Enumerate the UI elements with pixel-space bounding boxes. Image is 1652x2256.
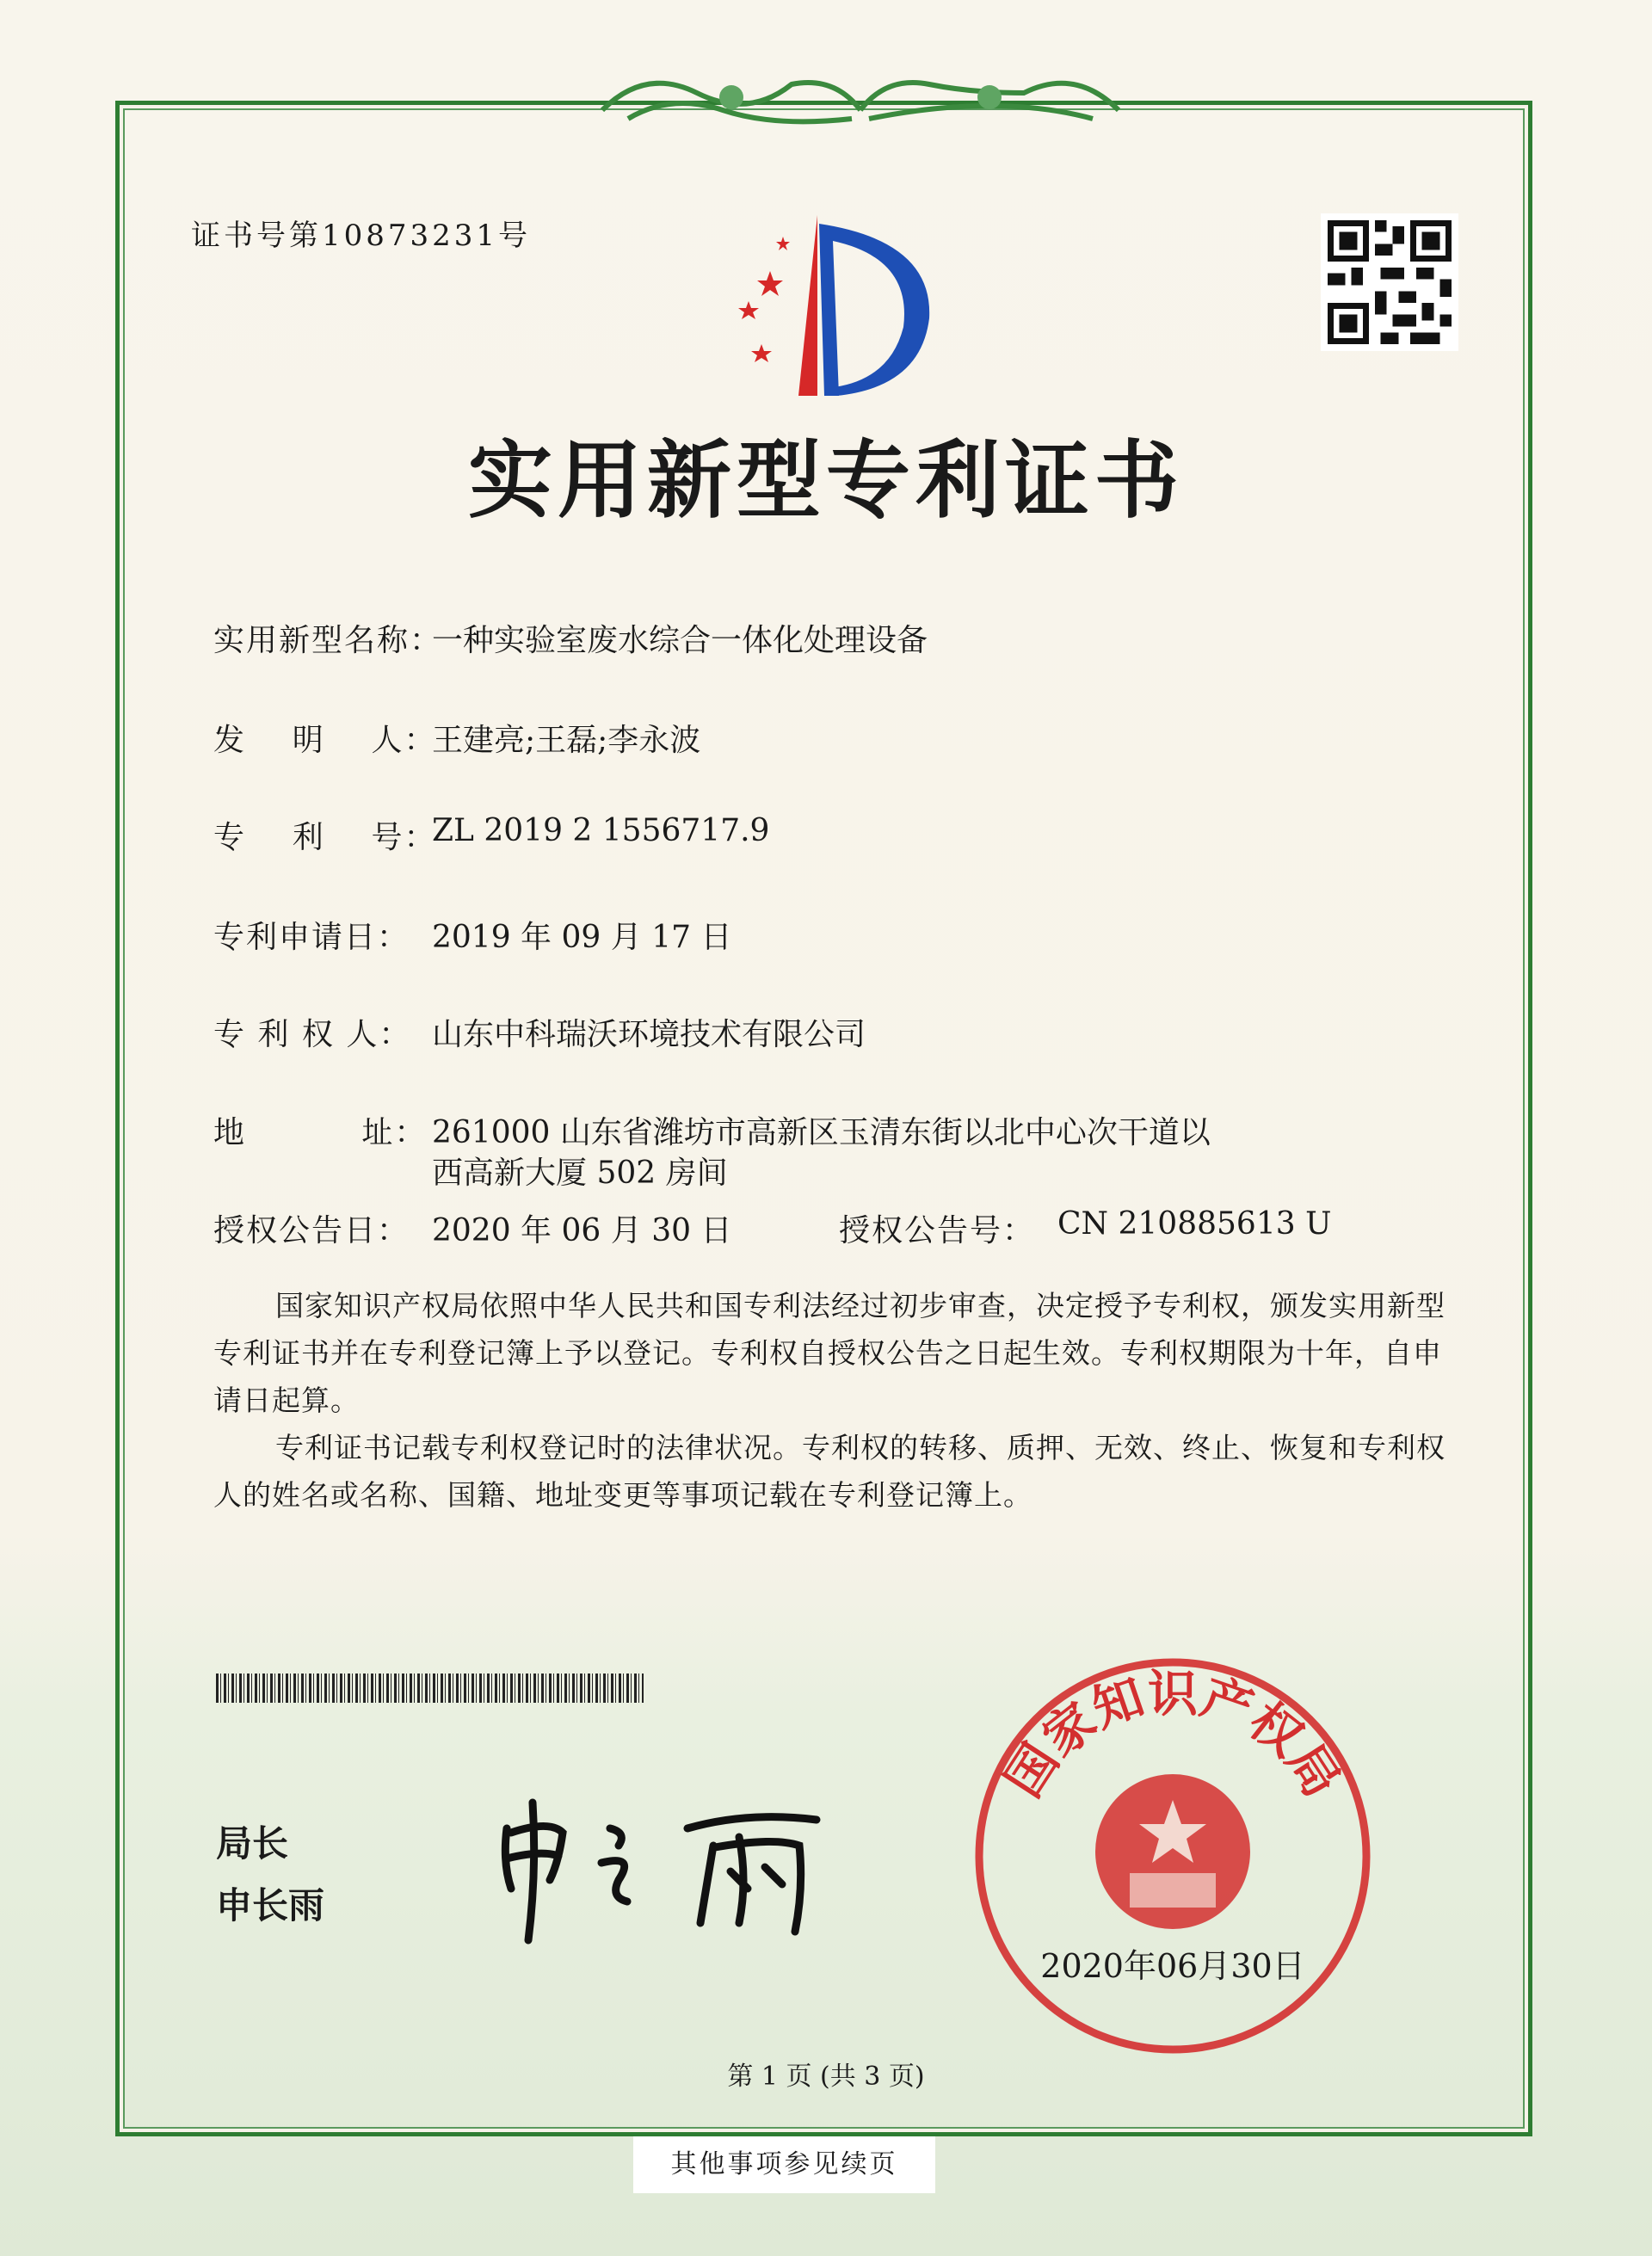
qr-code-icon bbox=[1321, 213, 1458, 351]
svg-text:国家知识产权局: 国家知识产权局 bbox=[994, 1664, 1352, 1808]
statement-paragraph: 国家知识产权局依照中华人民共和国专利法经过初步审查，决定授予专利权，颁发实用新型专利证书并在专利登记簿上予以登记。专利权自授权公告之日起生效。专利权期限为十年，自申请日起算。 bbox=[213, 1289, 1446, 1417]
page-title: 实用新型专利证书 bbox=[467, 432, 1184, 530]
cnipa-logo-icon bbox=[688, 206, 946, 404]
field-value-address: 261000 山东省潍坊市高新区玉清东街以北中心次干道以 bbox=[432, 1115, 1211, 1150]
field-label-address: 地 址： bbox=[213, 1115, 428, 1150]
field-value-inventors: 王建亮;王磊;李永波 bbox=[432, 723, 701, 758]
field-label-inventors: 发 明 人： bbox=[213, 723, 437, 758]
seal-date: 2020年06月30日 bbox=[1040, 1947, 1305, 1985]
certificate-statement bbox=[213, 1282, 1470, 1519]
field-value-filing-date: 2019 年 09 月 17 日 bbox=[432, 920, 732, 955]
statement-paragraph: 专利证书记载专利权登记时的法律状况。专利权的转移、质押、无效、终止、恢复和专利权人的姓名或名称、国籍、地址变更等事项记载在专利登记簿上。 bbox=[213, 1431, 1446, 1512]
field-value-grant-number: CN 210885613 U bbox=[1057, 1206, 1332, 1242]
field-label-patentee: 专 利 权 人： bbox=[213, 1017, 412, 1052]
signature-icon bbox=[490, 1794, 842, 1949]
field-value-patentee: 山东中科瑞沃环境技术有限公司 bbox=[432, 1017, 866, 1052]
field-value-grant-date: 2020 年 06 月 30 日 bbox=[432, 1213, 732, 1248]
director-name: 申长雨 bbox=[216, 1884, 325, 1926]
field-value-patent-number: ZL 2019 2 1556717.9 bbox=[432, 813, 770, 848]
continuation-note: 其他事项参见续页 bbox=[633, 2136, 935, 2193]
official-seal-icon bbox=[971, 1654, 1375, 2058]
field-label-grant-date: 授权公告日： bbox=[213, 1213, 410, 1248]
ornament-left-icon bbox=[594, 59, 869, 145]
field-label-grant-number: 授权公告号： bbox=[839, 1213, 1036, 1248]
barcode-icon bbox=[216, 1674, 644, 1703]
ornament-right-icon bbox=[852, 59, 1127, 145]
director-title: 局长 bbox=[216, 1822, 289, 1865]
page-footer: 第 1 页 (共 3 页) bbox=[727, 2062, 925, 2092]
field-value-address-line2: 西高新大厦 502 房间 bbox=[432, 1156, 728, 1191]
field-label-name: 实用新型名称： bbox=[213, 623, 443, 658]
certificate-number: 证书号第10873231号 bbox=[191, 219, 532, 253]
field-label-filing-date: 专利申请日： bbox=[213, 920, 410, 955]
field-value-name: 一种实验室废水综合一体化处理设备 bbox=[432, 623, 928, 658]
field-label-patent-number: 专 利 号： bbox=[213, 820, 437, 855]
